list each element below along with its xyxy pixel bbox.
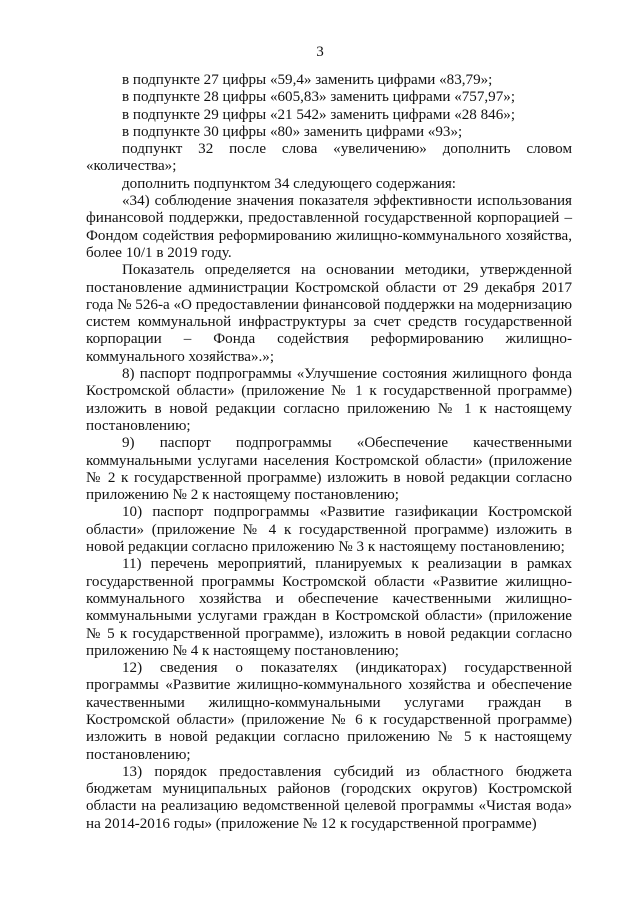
- paragraph-item-8: 8) паспорт подпрограммы «Улучшение состояния жилищного фонда Костромской области» (приложение № 1 к государственной программе) изложить в новой редакции согласно приложению № 1 к настоящему постановлению;: [86, 366, 572, 434]
- paragraph-subitem-27: в подпункте 27 цифры «59,4» заменить цифрами «83,79»;: [122, 72, 493, 88]
- paragraph-indicator-method: Показатель определяется на основании методики, утвержденной постановление администрации Костромской области от 29 декабря 2017 года № 526-а «О предоставлении финансовой поддержки на модернизацию систем коммунальной инфраструктуры за счет средств государственной корпорации – Фонда содействия реформированию жилищно-коммунального хозяйства».»;: [86, 262, 572, 365]
- paragraph-subitem-29: в подпункте 29 цифры «21 542» заменить цифрами «28 846»;: [122, 106, 516, 123]
- paragraph-item-13: 13) порядок предоставления субсидий из областного бюджета бюджетам муниципальных районов (городских округов) Костромской области на реализацию ведомственной целевой программы «Чистая вода» на 2014-2016 годы» (приложение № 12 к государственной программе): [86, 763, 572, 832]
- document-body: [86, 72, 572, 833]
- paragraph-item-9: 9) паспорт подпрограммы «Обеспечение качественными коммунальными услугами населения Костромской области» (приложение № 2 к государственной программе) изложить в новой редакции согласно приложению № 2 к настоящему постановлению;: [86, 435, 572, 504]
- paragraph-subitem-32: подпункт 32 после слова «увеличению» дополнить словом «количества»;: [86, 141, 572, 175]
- page-number: 3: [316, 44, 324, 60]
- paragraph-subitem-30: в подпункте 30 цифры «80» заменить цифрами «93»;: [122, 123, 463, 140]
- paragraph-item-11: 11) перечень мероприятий, планируемых к реализации в рамках государственной программы Костромской области «Развитие жилищно-коммунального хозяйства и обеспечение качественными жилищно-коммунальными услугами граждан в Костромской области» (приложение № 5 к государственной программе), изложить в новой редакции согласно приложению № 4 к настоящему постановлению;: [86, 556, 572, 659]
- paragraph-item-10: 10) паспорт подпрограммы «Развитие газификации Костромской области» (приложение № 4 к государственной программе) изложить в новой редакции согласно приложению № 3 к настоящему постановлению;: [86, 504, 572, 556]
- paragraph-add-subitem-34: дополнить подпунктом 34 следующего содержания:: [122, 175, 456, 192]
- paragraph-subitem-28: в подпункте 28 цифры «605,83» заменить цифрами «757,97»;: [122, 89, 516, 106]
- paragraph-subitem-34-text: «34) соблюдение значения показателя эффективности использования финансовой поддержки, предоставленной государственной корпорацией – Фондом содействия реформированию жилищно-коммунального хозяйства, более 10/1 в 2019 году.: [86, 193, 572, 261]
- paragraph-item-12: 12) сведения о показателях (индикаторах) государственной программы «Развитие жилищно-коммунального хозяйства и обеспечение качественными жилищно-коммунальными услугами граждан в Костромской области» (приложение № 6 к государственной программе) изложить в новой редакции согласно приложению № 5 к настоящему постановлению;: [86, 660, 572, 763]
